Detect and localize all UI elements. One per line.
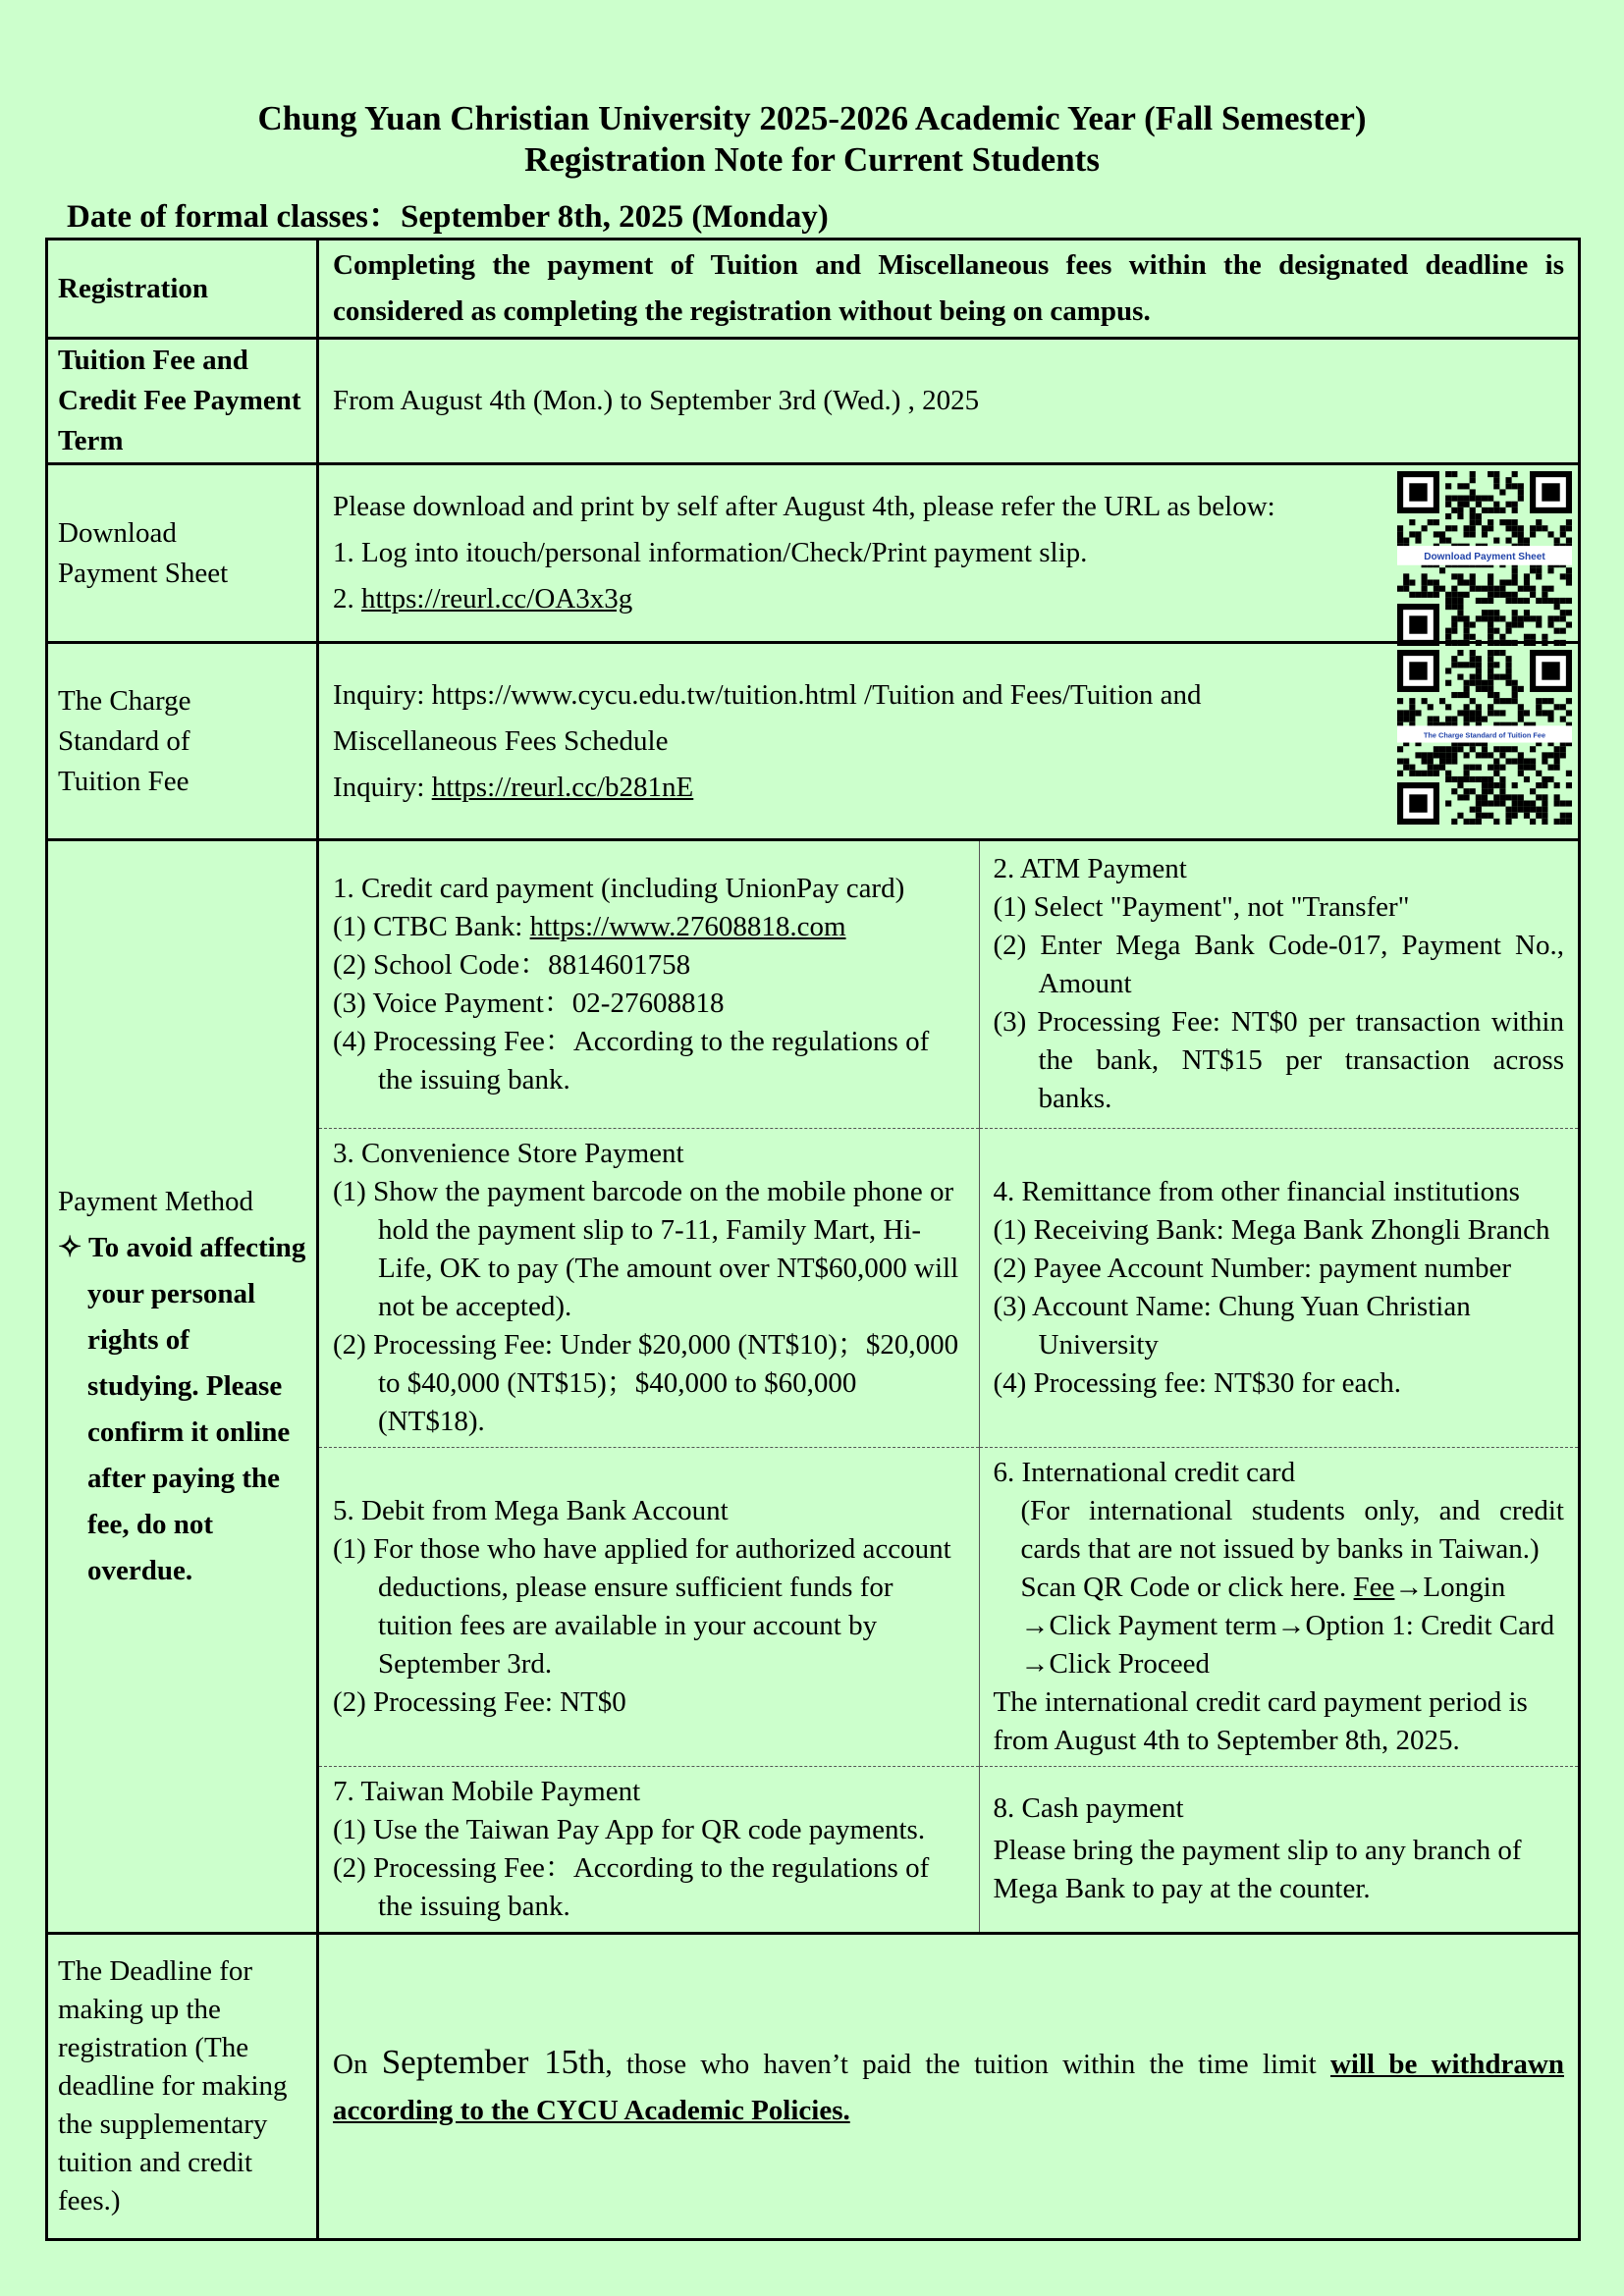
title-line-1: Chung Yuan Christian University 2025-2026 Academic Year (Fall Semester) — [257, 99, 1367, 137]
row-download — [47, 464, 1580, 643]
row-registration — [47, 240, 1580, 339]
method-remittance: 4. Remittance from other financial institutions (1) Receiving Bank: Mega Bank Zhongli Branch (2) Payee Account Number: payment number (3) Account Name: Chung Yuan Christian University (4) Processing fee: NT$30 for each. — [979, 1128, 1578, 1447]
payment-methods-grid — [318, 840, 1580, 1934]
charge-link[interactable]: https://reurl.cc/b281nE — [431, 771, 694, 803]
method-credit-card: 1. Credit card payment (including UnionPay card) (1) CTBC Bank: https://www.27608818.com (2) School Code：8814601758 (3) Voice Payment：02-27608818 (4) Processing Fee：According to the regulations of the issuing bank. — [319, 841, 979, 1128]
method-debit-mega-bank: 5. Debit from Mega Bank Account (1) For those who have applied for authorized account deductions, please ensure sufficient funds for tuition fees are available in your account by September 3rd. (2) Processing Fee: NT$0 — [319, 1447, 979, 1766]
fee-link[interactable]: Fee — [1353, 1571, 1395, 1603]
download-qr-code-icon[interactable] — [1397, 471, 1572, 646]
row-payment-method — [47, 840, 1580, 1934]
deadline-text: On September 15th, those who haven’t paid the tuition within the time limit will be withdrawn according to the CYCU Academic Policies. — [318, 1933, 1580, 2239]
charge-content — [318, 643, 1580, 840]
document-header — [0, 98, 1624, 181]
label-download-line2: Payment Sheet — [58, 557, 229, 589]
label-deadline: The Deadline for making up the registration (The deadline for making the supplementary tuition and credit fees.) — [47, 1933, 318, 2239]
label-download — [47, 464, 318, 643]
download-line-2: 1. Log into itouch/personal information/Check/Print payment slip. — [333, 537, 1088, 568]
charge-qr-code-icon[interactable] — [1397, 650, 1572, 825]
label-download-line1: Download — [58, 516, 177, 549]
charge-qr-caption: The Charge Standard of Tuition Fee — [1423, 730, 1546, 740]
label-registration: Registration — [47, 240, 318, 339]
download-qr-caption: Download Payment Sheet — [1424, 552, 1545, 563]
row-payment-term — [47, 339, 1580, 464]
method-atm: 2. ATM Payment (1) Select "Payment", not "Transfer" (2) Enter Mega Bank Code-017, Payment No., Amount (3) Processing Fee: NT$0 per transaction within the bank, NT$15 per transaction across banks. — [979, 841, 1578, 1128]
label-charge-standard: The Charge Standard of Tuition Fee — [47, 643, 318, 840]
charge-line-3: Inquiry: https://reurl.cc/b281nE — [333, 771, 694, 803]
charge-line-2: Miscellaneous Fees Schedule — [333, 724, 669, 757]
download-link[interactable]: https://reurl.cc/OA3x3g — [361, 583, 633, 614]
title-line-2: Registration Note for Current Students — [524, 140, 1100, 179]
method-cash: 8. Cash payment Please bring the payment slip to any branch of Mega Bank to pay at the counter. — [993, 1792, 1522, 1904]
withdrawal-notice: will be withdrawn according to the CYCU Academic Policies. — [333, 2048, 1564, 2126]
formal-classes-date: Date of formal classes：September 8th, 2025 (Monday) — [67, 199, 829, 235]
method-taiwan-mobile: 7. Taiwan Mobile Payment (1) Use the Taiwan Pay App for QR code payments. (2) Processing Fee：According to the regulations of the issuing bank. — [319, 1766, 979, 1932]
registration-text: Completing the payment of Tuition and Miscellaneous fees within the designated deadline is considered as completing the registration without being on campus. — [318, 240, 1580, 339]
row-deadline — [47, 1933, 1580, 2239]
payment-term-text: From August 4th (Mon.) to September 3rd (Wed.) , 2025 — [318, 339, 1580, 464]
method-international-card: 6. International credit card (For international students only, and credit cards that are not issued by banks in Taiwan.) Scan QR Code or click here. Fee→Longin →Click Payment term→Option 1: Credit Card →Click Proceed The international credit card payment period is from August 4th to September 8th, 2025. — [979, 1447, 1578, 1766]
label-payment-method — [47, 840, 318, 1934]
charge-line-1: Inquiry: https://www.cycu.edu.tw/tuition.html /Tuition and Fees/Tuition and — [333, 678, 1202, 711]
payment-method-label: Payment Method — [58, 1185, 253, 1217]
ctbc-link[interactable]: https://www.27608818.com — [529, 910, 846, 942]
row-charge-standard — [47, 643, 1580, 840]
method-convenience-store: 3. Convenience Store Payment (1) Show the payment barcode on the mobile phone or hold the payment slip to 7-11, Family Mart, Hi-Life, OK to pay (The amount over NT$60,000 will not be accepted). (2) Processing Fee: Under $20,000 (NT$10)；$20,000 to $40,000 (NT$15)；$40,000 to $60,000 (NT$18). — [319, 1128, 979, 1447]
download-line-1: Please download and print by self after August 4th, please refer the URL as below: — [333, 491, 1275, 522]
registration-table — [45, 238, 1581, 2241]
sparkle-icon: ✧ — [58, 1231, 82, 1263]
download-line-3: 2. https://reurl.cc/OA3x3g — [333, 583, 633, 614]
label-payment-term: Tuition Fee and Credit Fee Payment Term — [47, 339, 318, 464]
payment-method-notice: ✧ To avoid affecting your personal rights of studying. Please confirm it online after paying the fee, do not overdue. — [58, 1231, 306, 1586]
download-content — [318, 464, 1580, 643]
